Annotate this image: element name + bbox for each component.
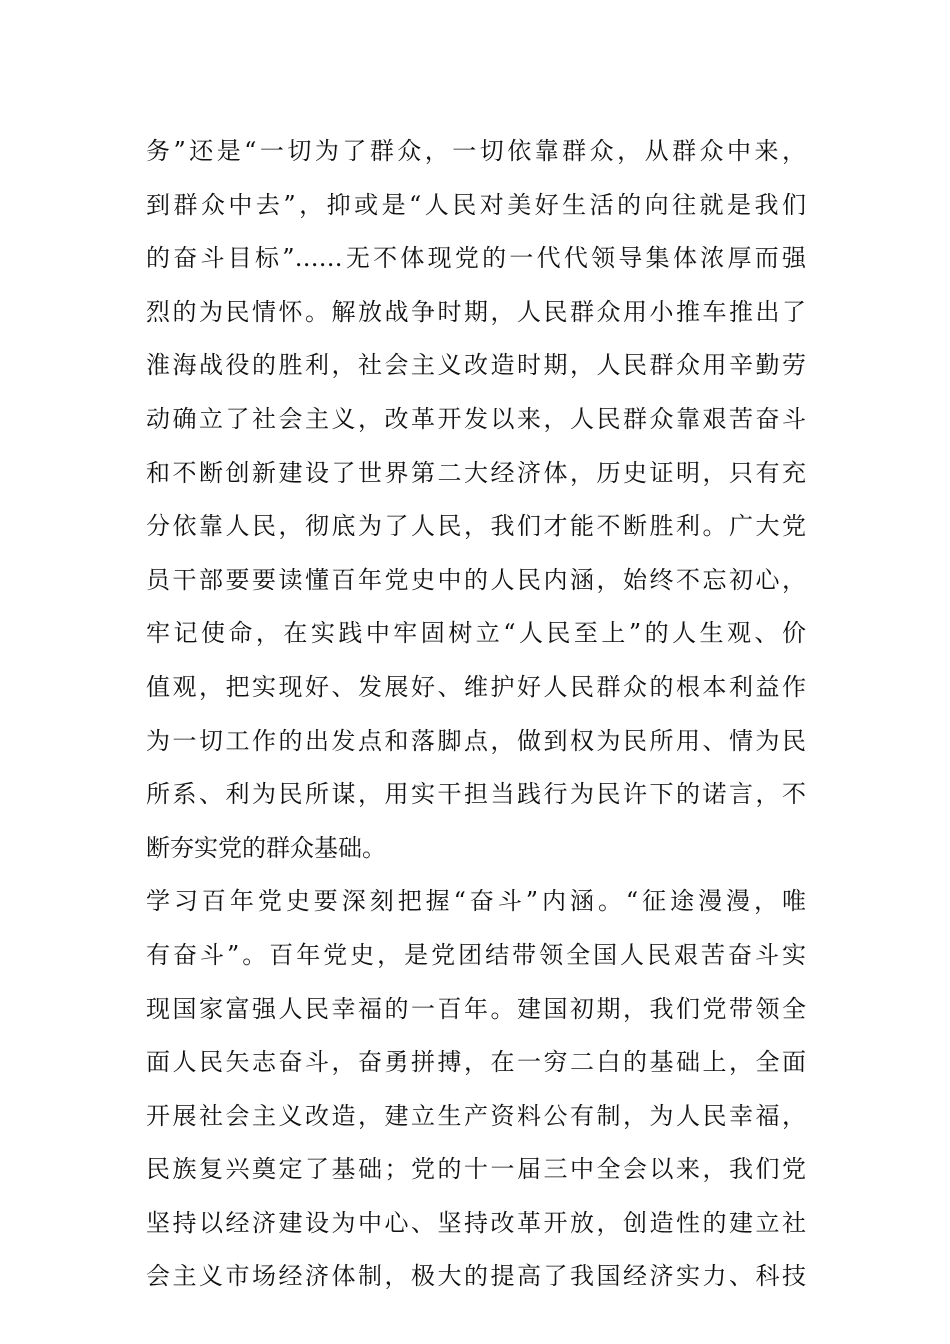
text-line: 和不断创新建设了世界第二大经济体，历史证明，只有充	[146, 458, 806, 487]
text-line: 值观，把实现好、发展好、维护好人民群众的根本利益作	[146, 672, 806, 701]
text-line: 开展社会主义改造，建立生产资料公有制，为人民幸福，	[146, 1101, 806, 1130]
text-line: 民族复兴奠定了基础；党的十一届三中全会以来，我们党	[146, 1155, 806, 1184]
text-line: 会主义市场经济体制，极大的提高了我国经济实力、科技	[146, 1262, 806, 1291]
text-line: 学习百年党史要深刻把握“奋斗”内涵。“征途漫漫，唯	[146, 887, 806, 916]
text-line: 所系、利为民所谋，用实干担当践行为民许下的诺言，不	[146, 780, 806, 809]
text-line: 有奋斗”。百年党史，是党团结带领全国人民艰苦奋斗实	[146, 940, 806, 969]
body-text	[146, 125, 806, 1304]
text-line: 为一切工作的出发点和落脚点，做到权为民所用、情为民	[146, 726, 806, 755]
text-line: 烈的为民情怀。解放战争时期，人民群众用小推车推出了	[146, 297, 806, 326]
text-line: 的奋斗目标”……无不体现党的一代代领导集体浓厚而强	[146, 244, 806, 273]
text-line: 断夯实党的群众基础。	[146, 833, 386, 862]
text-line: 面人民矢志奋斗，奋勇拼搏，在一穷二白的基础上，全面	[146, 1048, 806, 1077]
text-line: 务”还是“一切为了群众，一切依靠群众，从群众中来，	[146, 137, 806, 165]
text-line: 现国家富强人民幸福的一百年。建国初期，我们党带领全	[146, 994, 806, 1023]
text-line: 员干部要要读懂百年党史中的人民内涵，始终不忘初心，	[146, 565, 806, 594]
text-line: 牢记使命，在实践中牢固树立“人民至上”的人生观、价	[146, 619, 806, 648]
text-line: 到群众中去”，抑或是“人民对美好生活的向往就是我们	[146, 190, 806, 219]
text-line: 坚持以经济建设为中心、坚持改革开放，创造性的建立社	[146, 1208, 806, 1237]
text-line: 淮海战役的胜利，社会主义改造时期，人民群众用辛勤劳	[146, 351, 806, 380]
paragraph-1	[146, 125, 806, 875]
paragraph-2	[146, 875, 806, 1304]
text-line: 动确立了社会主义，改革开发以来，人民群众靠艰苦奋斗	[146, 404, 806, 433]
text-line: 分依靠人民，彻底为了人民，我们才能不断胜利。广大党	[146, 512, 806, 541]
